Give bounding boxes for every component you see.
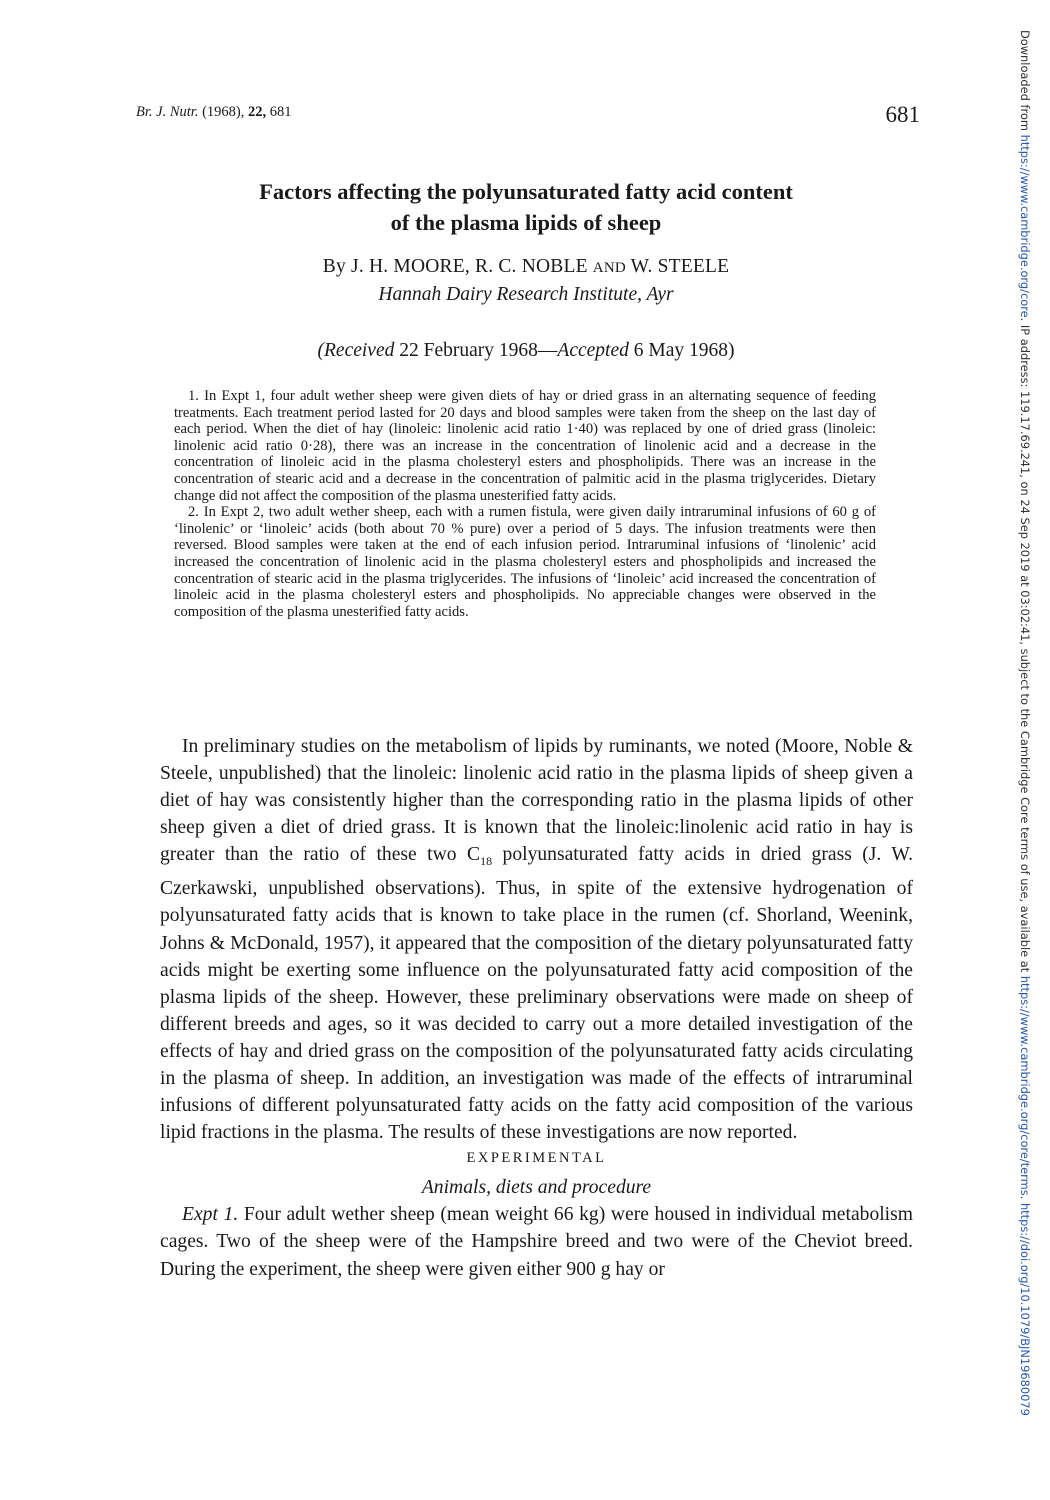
journal-volume: 22,: [248, 104, 267, 120]
intro-paragraph: [160, 733, 913, 1146]
notice-sep: .: [1018, 1195, 1032, 1203]
intro-text-part-1: In preliminary studies on the metabolism of lipids by ruminants, we noted (Moore, Noble & Steele, unpublished) that the linoleic: linolenic acid ratio in the plasma lipids of sheep given a diet of hay was consistently higher than the corresponding ratio in the plasma lipids of other sheep given a diet of dried grass. It is known that the linoleic:linolenic acid ratio in hay is greater than the ratio of these two C: [160, 736, 913, 866]
received-date: 22 February: [399, 340, 495, 361]
author-names-1: J. H. MOORE, R. C. NOBLE: [351, 256, 588, 277]
cambridge-core-link[interactable]: https://www.cambridge.org/core: [1018, 134, 1032, 318]
notice-middle: . IP address: 119.17.69.241, on 24 Sep 2019 at 03:02:41, subject to the Cambridge Core terms of use, available at: [1018, 317, 1032, 976]
journal-year: (1968),: [202, 104, 245, 120]
running-head: [136, 104, 916, 121]
section-heading: EXPERIMENTAL: [466, 1150, 607, 1167]
author-line: [136, 256, 916, 278]
journal-name: Br. J. Nutr.: [136, 104, 199, 120]
expt1-text: Four adult wether sheep (mean weight 66 kg) were housed in individual metabolism cages. Two of the sheep were of the Hampshire breed and two were of the Cheviot breed. During the experiment, the sheep were given either 900 g hay or: [160, 1204, 913, 1280]
download-notice-sidebar: [1012, 30, 1032, 1416]
author-names-2: W. STEELE: [630, 256, 730, 277]
abstract: [174, 388, 876, 620]
expt1-label: Expt 1.: [182, 1204, 239, 1226]
subsection-heading: Animals, diets and procedure: [421, 1177, 652, 1199]
and-label: AND: [592, 260, 626, 276]
carbon-subscript: 18: [480, 854, 493, 869]
affiliation: Hannah Dairy Research Institute, Ayr: [378, 284, 674, 305]
received-year: 1968—: [498, 340, 558, 361]
received-dates: [136, 340, 916, 362]
accepted-year: 1968): [688, 340, 735, 361]
abstract-paragraph-1: 1. In Expt 1, four adult wether sheep were given diets of hay or dried grass in an alternating sequence of feeding treatments. Each treatment period lasted for 20 days and blood samples were taken from the sheep on the last day of each period. When the diet of hay (linoleic: linolenic acid ratio 1·40) was replaced by one of dried grass (linoleic: linolenic acid ratio 0·28), there was an increase in the concentration of linolenic acid and a decrease in the concentration of linoleic acid in the plasma cholesteryl esters and phospholipids. There was an increase in the concentration of stearic acid and a decrease in the concentration of palmitic acid in the plasma triglycerides. Dietary change did not affect the composition of the plasma unesterified fatty acids.: [174, 388, 876, 504]
intro-text-part-2: polyunsaturated fatty acids in dried grass (J. W. Czerkawski, unpublished observations). Thus, in spite of the extensive hydrogenation of polyunsaturated fatty acids that is known to take place in the rumen (cf. Shorland, Weenink, Johns & McDonald, 1957), it appeared that the composition of the dietary polyunsaturated fatty acids might be exerting some influence on the polyunsaturated fatty acid composition of the plasma lipids of the sheep. However, these preliminary observations were made on sheep of different breeds and ages, so it was decided to carry out a more detailed investigation of the effects of hay and dried grass on the composition of the polyunsaturated fatty acids circulating in the plasma of sheep. In addition, an investigation was made of the effects of intraruminal infusions of different polyunsaturated fatty acids on the fatty acid composition of the various lipid fractions in the plasma. The results of these investigations are now reported.: [160, 844, 913, 1144]
download-notice: [1018, 30, 1032, 1416]
accepted-date: 6 May: [633, 340, 685, 361]
received-open: (Received: [317, 340, 395, 361]
notice-prefix: Downloaded from: [1018, 30, 1032, 135]
by-label: By: [322, 256, 346, 277]
abstract-paragraph-2: 2. In Expt 2, two adult wether sheep, each with a rumen fistula, were given daily intraruminal infusions of 60 g of ‘linolenic’ or ‘linoleic’ acids (both about 70 % pure) over a period of 5 days. The infusion treatments were then reversed. Blood samples were taken at the end of each infusion period. Intraruminal infusions of ‘linolenic’ acid increased the concentration of linolenic acid in the plasma cholesteryl esters and phospholipids and increased the concentration of stearic acid in the plasma triglycerides. The infusions of ‘linoleic’ acid increased the concentration of linoleic acid in the plasma cholesteryl esters and phospholipids. No appreciable changes were observed in the composition of the plasma unesterified fatty acids.: [174, 504, 876, 620]
terms-link[interactable]: https://www.cambridge.org/core/terms: [1018, 975, 1032, 1196]
page-number: 681: [885, 102, 920, 127]
journal-start-page: 681: [269, 104, 292, 120]
title-line-1: Factors affecting the polyunsaturated fatty acid content: [259, 179, 793, 204]
paper-title: [136, 176, 916, 238]
accepted-label: Accepted: [557, 340, 629, 361]
doi-link[interactable]: https://doi.org/10.1079/BJN19680079: [1018, 1202, 1032, 1416]
main-text: [160, 733, 913, 1283]
title-line-2: of the plasma lipids of sheep: [390, 210, 662, 235]
expt1-paragraph: [160, 1201, 913, 1282]
